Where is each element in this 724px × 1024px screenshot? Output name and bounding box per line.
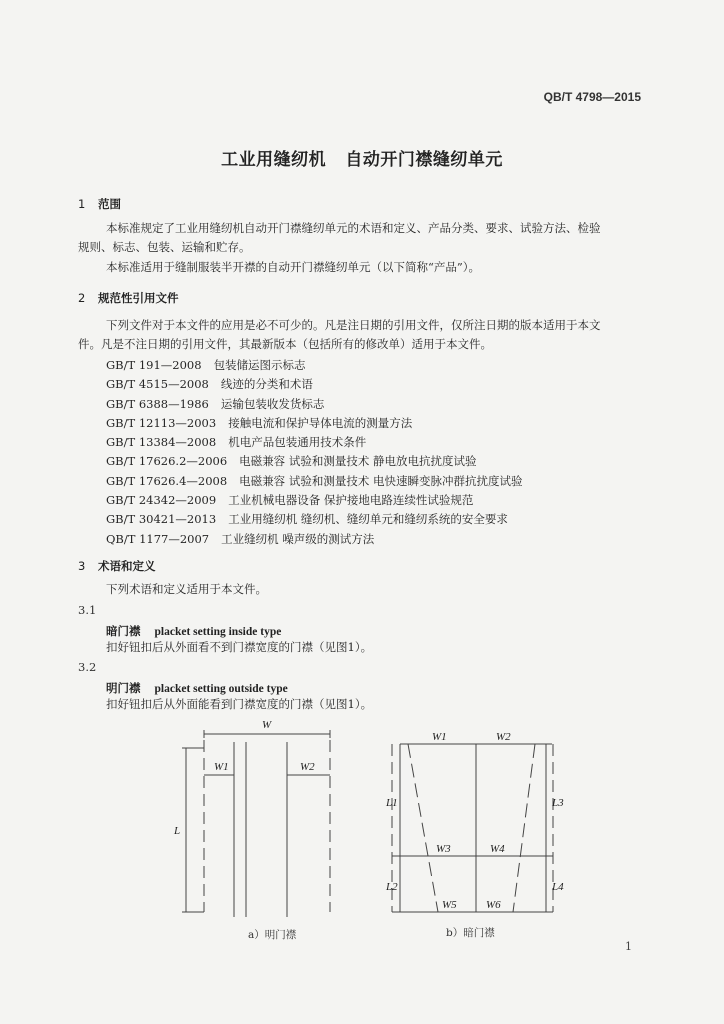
term-name bbox=[106, 623, 281, 639]
section-1-para2: 本标准适用于缝制服装半开襟的自动开门襟缝纫单元（以下简称“产品”）。 bbox=[106, 260, 481, 274]
reference-item bbox=[106, 414, 522, 433]
reference-title: 接触电流和保护导体电流的测量方法 bbox=[228, 415, 413, 430]
reference-code: GB/T 13384—2008 bbox=[106, 435, 217, 450]
label-W1: W1 bbox=[214, 761, 229, 773]
reference-code: GB/T 30421—2013 bbox=[106, 512, 217, 527]
reference-item bbox=[106, 452, 522, 471]
label-right-W1: W1 bbox=[432, 731, 447, 743]
reference-code: GB/T 12113—2003 bbox=[106, 415, 217, 430]
label-right-W3: W3 bbox=[436, 843, 451, 855]
reference-title: 机电产品包装通用技术条件 bbox=[228, 435, 367, 450]
reference-list bbox=[106, 356, 522, 549]
term-definition: 扣好钮扣后从外面看不到门襟宽度的门襟（见图1）。 bbox=[106, 640, 373, 654]
label-right-L4: L4 bbox=[552, 881, 564, 893]
figure-caption-a: a）明门襟 bbox=[248, 929, 297, 941]
figure-caption-b: b）暗门襟 bbox=[446, 927, 495, 939]
reference-title: 电磁兼容 试验和测量技术 静电放电抗扰度试验 bbox=[239, 454, 477, 469]
standard-code: QB/T 4798—2015 bbox=[543, 90, 641, 104]
reference-item bbox=[106, 433, 522, 452]
reference-item bbox=[106, 530, 522, 549]
reference-item bbox=[106, 491, 522, 510]
reference-title: 包装储运图示标志 bbox=[213, 358, 306, 372]
reference-title: 工业用缝纫机 缝纫机、缝纫单元和缝纫系统的安全要求 bbox=[228, 512, 508, 527]
label-right-W5: W5 bbox=[442, 899, 457, 911]
term-name-zh: 暗门襟 bbox=[106, 624, 141, 638]
section-2-intro-line2: 件。凡是不注日期的引用文件，其最新版本（包括所有的修改单）适用于本文件。 bbox=[78, 337, 492, 351]
section-3-intro: 下列术语和定义适用于本文件。 bbox=[106, 582, 267, 596]
reference-item bbox=[106, 472, 522, 491]
reference-item bbox=[106, 375, 522, 394]
section-2-heading bbox=[78, 290, 179, 306]
right-placket-slant-right bbox=[513, 744, 535, 912]
reference-title: 工业缝纫机 噪声级的测试方法 bbox=[221, 531, 375, 546]
section-1-para1-line2: 规则、标志、包装、运输和贮存。 bbox=[78, 240, 251, 254]
section-1-number: 1 bbox=[78, 197, 86, 211]
label-right-L3: L3 bbox=[552, 797, 564, 809]
reference-title: 电磁兼容 试验和测量技术 电快速瞬变脉冲群抗扰度试验 bbox=[239, 473, 523, 488]
label-L: L bbox=[174, 825, 181, 837]
term-name-en: placket setting outside type bbox=[154, 683, 288, 695]
reference-title: 运输包装收发货标志 bbox=[220, 396, 325, 411]
section-1-heading bbox=[78, 196, 121, 212]
term-name bbox=[106, 680, 288, 696]
document-title: 工业用缝纫机 自动开门襟缝纫单元 bbox=[221, 150, 503, 170]
reference-code: GB/T 6388—1986 bbox=[106, 396, 209, 411]
section-2-intro-line1: 下列文件对于本文件的应用是必不可少的。凡是注日期的引用文件，仅所注日期的版本适用于本文 bbox=[106, 318, 601, 332]
figure-1 bbox=[160, 712, 580, 952]
section-2-number: 2 bbox=[78, 291, 86, 305]
section-2-title: 规范性引用文件 bbox=[98, 291, 179, 305]
section-3-heading bbox=[78, 558, 156, 574]
section-1-title: 范围 bbox=[98, 197, 121, 211]
term-number: 3.1 bbox=[78, 603, 97, 617]
label-right-W2: W2 bbox=[496, 731, 511, 743]
term-definition: 扣好钮扣后从外面能看到门襟宽度的门襟（见图1）。 bbox=[106, 697, 373, 711]
page-number: 1 bbox=[625, 940, 632, 953]
right-placket-slant-left bbox=[408, 744, 438, 912]
figure-drawing bbox=[160, 712, 580, 952]
reference-code: GB/T 17626.4—2008 bbox=[106, 473, 228, 488]
reference-code: GB/T 4515—2008 bbox=[106, 377, 209, 392]
term-number: 3.2 bbox=[78, 660, 97, 674]
label-right-L2: L2 bbox=[386, 881, 398, 893]
reference-item bbox=[106, 510, 522, 529]
section-3-number: 3 bbox=[78, 559, 86, 573]
term-name-en: placket setting inside type bbox=[154, 626, 282, 638]
label-right-W4: W4 bbox=[490, 843, 505, 855]
term-name-zh: 明门襟 bbox=[106, 681, 141, 695]
reference-code: QB/T 1177—2007 bbox=[106, 531, 210, 546]
label-right-L1: L1 bbox=[386, 797, 398, 809]
reference-item bbox=[106, 356, 522, 375]
label-W: W bbox=[262, 719, 272, 731]
reference-title: 工业机械电器设备 保护接地电路连续性试验规范 bbox=[228, 493, 474, 508]
reference-item bbox=[106, 395, 522, 414]
label-W2: W2 bbox=[300, 761, 315, 773]
reference-code: GB/T 191—2008 bbox=[106, 358, 202, 372]
section-1-para1-line1: 本标准规定了工业用缝纫机自动开门襟缝纫单元的术语和定义、产品分类、要求、试验方法、检验 bbox=[106, 221, 601, 235]
reference-title: 线迹的分类和术语 bbox=[220, 377, 313, 392]
label-right-W6: W6 bbox=[486, 899, 501, 911]
section-3-title: 术语和定义 bbox=[98, 559, 156, 573]
reference-code: GB/T 24342—2009 bbox=[106, 493, 217, 508]
reference-code: GB/T 17626.2—2006 bbox=[106, 454, 228, 469]
